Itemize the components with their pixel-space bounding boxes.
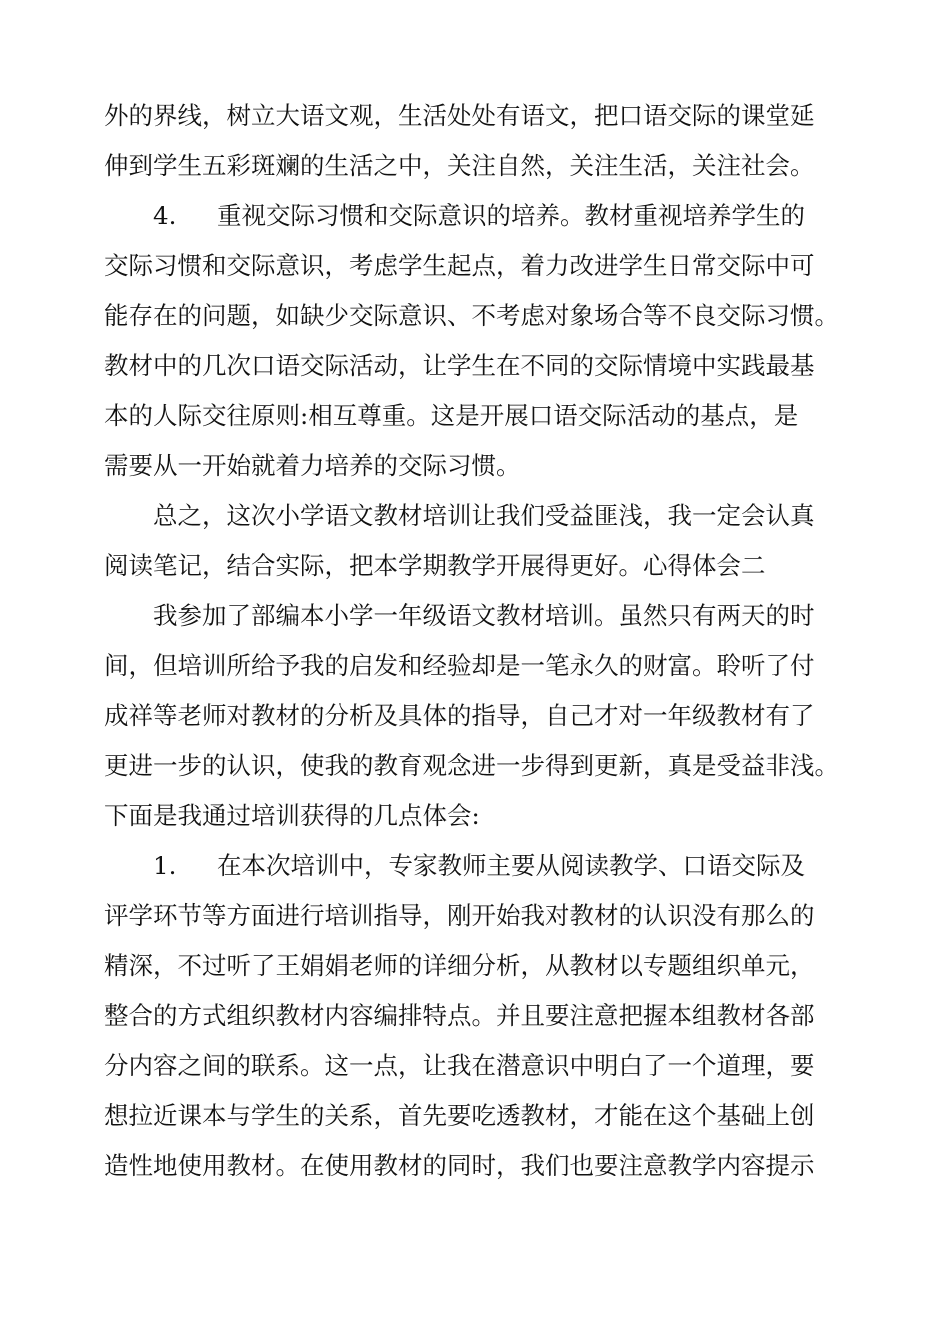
text-line: 想拉近课本与学生的关系，首先要吃透教材，才能在这个基础上创 xyxy=(104,1101,815,1130)
numbered-item-1 xyxy=(153,846,913,886)
text-line: 分内容之间的联系。这一点，让我在潜意识中明白了一个道理，要 xyxy=(104,1051,815,1080)
text-line: 伸到学生五彩斑斓的生活之中，关注自然，关注生活，关注社会。 xyxy=(104,151,815,180)
text-line: 能存在的问题，如缺少交际意识、不考虑对象场合等不良交际习惯。 xyxy=(104,301,839,330)
text-line: 造性地使用教材。在使用教材的同时，我们也要注意教学内容提示 xyxy=(104,1151,815,1180)
text-line: 教材中的几次口语交际活动，让学生在不同的交际情境中实践最基 xyxy=(104,351,815,380)
numbered-item-4 xyxy=(153,196,913,236)
text-line: 阅读笔记，结合实际，把本学期教学开展得更好。心得体会二 xyxy=(104,551,766,580)
text-line: 外的界线，树立大语文观，生活处处有语文，把口语交际的课堂延 xyxy=(104,101,815,130)
text-line: 间，但培训所给予我的启发和经验却是一笔永久的财富。聆听了付 xyxy=(104,651,815,680)
text-line: 我参加了部编本小学一年级语文教材培训。虽然只有两天的时 xyxy=(153,601,815,630)
text-line: 精深，不过听了王娟娟老师的详细分析，从教材以专题组织单元， xyxy=(104,951,815,980)
text-line: 需要从一开始就着力培养的交际习惯。 xyxy=(104,451,521,480)
text-line: 更进一步的认识，使我的教育观念进一步得到更新，真是受益非浅。 xyxy=(104,751,839,780)
item-number: 1. xyxy=(153,851,177,880)
item-number: 4. xyxy=(153,201,177,230)
item-text: 重视交际习惯和交际意识的培养。教材重视培养学生的 xyxy=(217,201,805,230)
item-text: 在本次培训中，专家教师主要从阅读教学、口语交际及 xyxy=(217,851,805,880)
text-line: 整合的方式组织教材内容编排特点。并且要注意把握本组教材各部 xyxy=(104,1001,815,1030)
text-line: 总之，这次小学语文教材培训让我们受益匪浅，我一定会认真 xyxy=(153,501,815,530)
text-line: 本的人际交往原则:相互尊重。这是开展口语交际活动的基点，是 xyxy=(104,401,799,430)
text-line: 成祥等老师对教材的分析及具体的指导，自己才对一年级教材有了 xyxy=(104,701,815,730)
text-line: 交际习惯和交际意识，考虑学生起点，着力改进学生日常交际中可 xyxy=(104,251,815,280)
text-line: 评学环节等方面进行培训指导，刚开始我对教材的认识没有那么的 xyxy=(104,901,815,930)
text-line: 下面是我通过培训获得的几点体会: xyxy=(104,801,480,830)
